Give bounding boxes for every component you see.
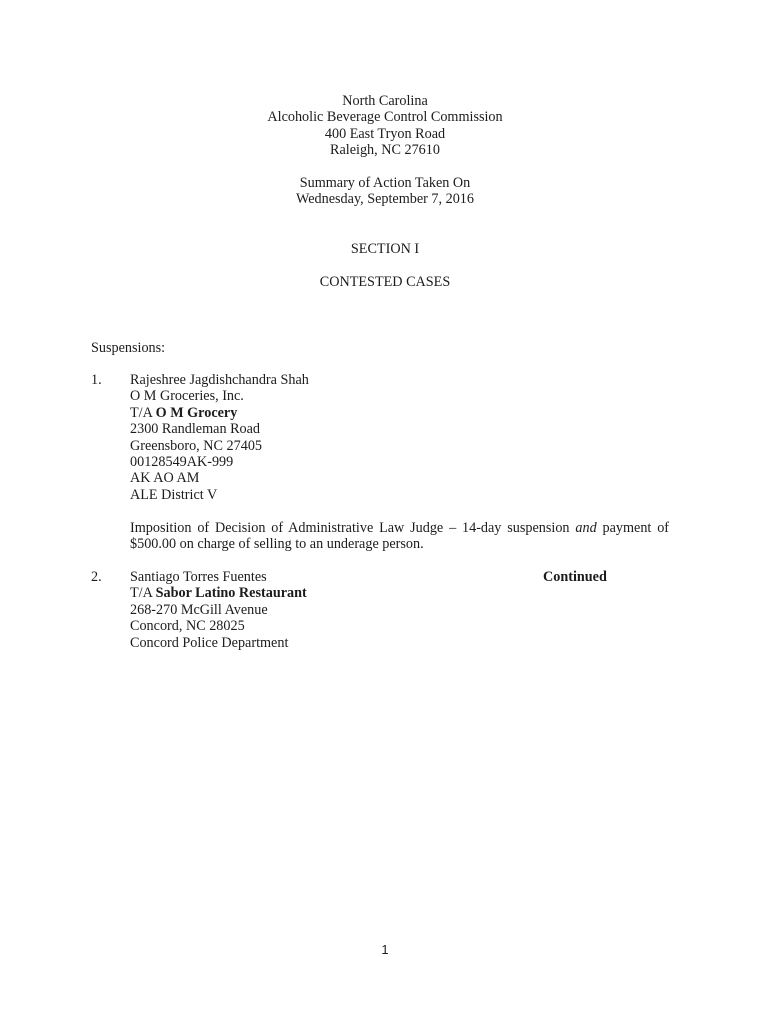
- commission-name: Alcoholic Beverage Control Commission: [267, 109, 503, 126]
- trade-name-line: [130, 585, 307, 601]
- case-action: [130, 520, 669, 553]
- case-details: [130, 372, 309, 503]
- action-text: payment of $500.00 on charge of selling to an underage person.: [130, 520, 670, 553]
- state-name: North Carolina: [342, 93, 428, 109]
- enforcement-agency: ALE District V: [130, 486, 218, 503]
- summary-title: Summary of Action Taken On: [299, 175, 471, 191]
- licensee-name: Rajeshree Jagdishchandra Shah: [130, 372, 309, 388]
- trade-name-prefix: T/A: [130, 585, 156, 602]
- licensee-address: 2300 Randleman Road: [130, 421, 261, 438]
- licensee-name: Santiago Torres Fuentes: [130, 569, 267, 585]
- permit-number: 00128549AK-999: [130, 454, 234, 471]
- city-state-zip: Raleigh, NC 27610: [330, 142, 440, 159]
- trade-name: O M Grocery: [155, 404, 238, 421]
- case-number: 1.: [91, 372, 102, 388]
- company-name: O M Groceries, Inc.: [130, 388, 244, 405]
- enforcement-agency: Concord Police Department: [130, 634, 289, 651]
- trade-name: Sabor Latino Restaurant: [155, 585, 307, 602]
- case-number: 2.: [91, 569, 102, 585]
- category-label: Suspensions:: [91, 340, 166, 356]
- trade-name-prefix: T/A: [130, 404, 156, 421]
- agency-header: [0, 93, 770, 159]
- trade-name-line: [130, 405, 309, 421]
- action-text: Imposition of Decision of Administrative Law Judge – 14-day suspension: [130, 520, 576, 536]
- page-number: 1: [381, 942, 389, 957]
- case-status: [543, 569, 607, 585]
- licensee-city: Concord, NC 28025: [130, 618, 245, 635]
- street-address: 400 East Tryon Road: [324, 125, 446, 142]
- section-title: CONTESTED CASES: [319, 274, 451, 290]
- summary-heading: [0, 175, 770, 208]
- case-details: [130, 569, 307, 651]
- meeting-date: Wednesday, September 7, 2016: [296, 191, 474, 208]
- action-emphasis: and: [575, 520, 597, 536]
- status-text: Continued: [543, 569, 607, 585]
- section-heading: SECTION I: [350, 241, 420, 257]
- licensee-address: 268-270 McGill Avenue: [130, 601, 268, 618]
- permit-types: AK AO AM: [130, 470, 200, 487]
- licensee-city: Greensboro, NC 27405: [130, 437, 263, 454]
